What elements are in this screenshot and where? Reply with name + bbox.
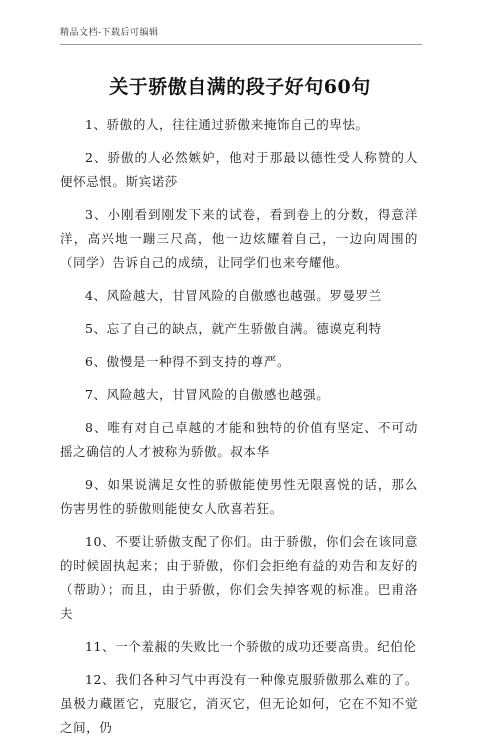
paragraph-3: 3、小刚看到刚发下来的试卷，看到卷上的分数，得意洋洋，高兴地一蹦三尺高，他一边炫耀着自己，一边向周围的（同学）告诉自己的成绩，让同学们也来夸耀他。 [60, 207, 418, 270]
paragraph-4: 4、风险越大，甘冒风险的自傲感也越强。罗曼罗兰 [85, 288, 382, 303]
paragraph-8: 8、唯有对自己卓越的才能和独特的价值有坚定、不可动摇之确信的人才被称为骄傲。叔本华 [60, 420, 418, 459]
document-title: 关于骄傲自满的段子好句60句 [109, 76, 371, 98]
paragraph-10: 10、不要让骄傲支配了你们。由于骄傲，你们会在该同意的时候固执起来；由于骄傲，你们会拒绝有益的劝告和友好的（帮助）；而且，由于骄傲，你们会失掉客观的标准。巴甫洛夫 [60, 534, 418, 621]
paragraph-12: 12、我们各种习气中再没有一种像克服骄傲那么难的了。虽极力藏匿它，克服它，消灭它，但无论如何，它在不知不觉之间，仍 [60, 672, 418, 735]
paragraph-2: 2、骄傲的人必然嫉妒，他对于那最以德性受人称赞的人便怀忌恨。斯宾诺莎 [60, 150, 418, 189]
header-note: 精品文档-下载后可编辑 [60, 28, 159, 38]
paragraph-7: 7、风险越大，甘冒风险的自傲感也越强。 [85, 387, 330, 402]
paragraph-9: 9、如果说满足女性的骄傲能使男性无限喜悦的话，那么伤害男性的骄傲则能使女人欣喜若狂。 [60, 477, 418, 516]
document-body [60, 113, 418, 749]
paragraph-6: 6、傲慢是一种得不到支持的尊严。 [85, 354, 291, 369]
paragraph-11: 11、一个羞赧的失败比一个骄傲的成功还要高贵。纪伯伦 [85, 639, 417, 654]
paragraph-5: 5、忘了自己的缺点，就产生骄傲自满。德谟克利特 [85, 321, 382, 336]
paragraph-1: 1、骄傲的人，往往通过骄傲来掩饰自己的卑怯。 [85, 117, 369, 132]
header-divider [60, 44, 422, 45]
